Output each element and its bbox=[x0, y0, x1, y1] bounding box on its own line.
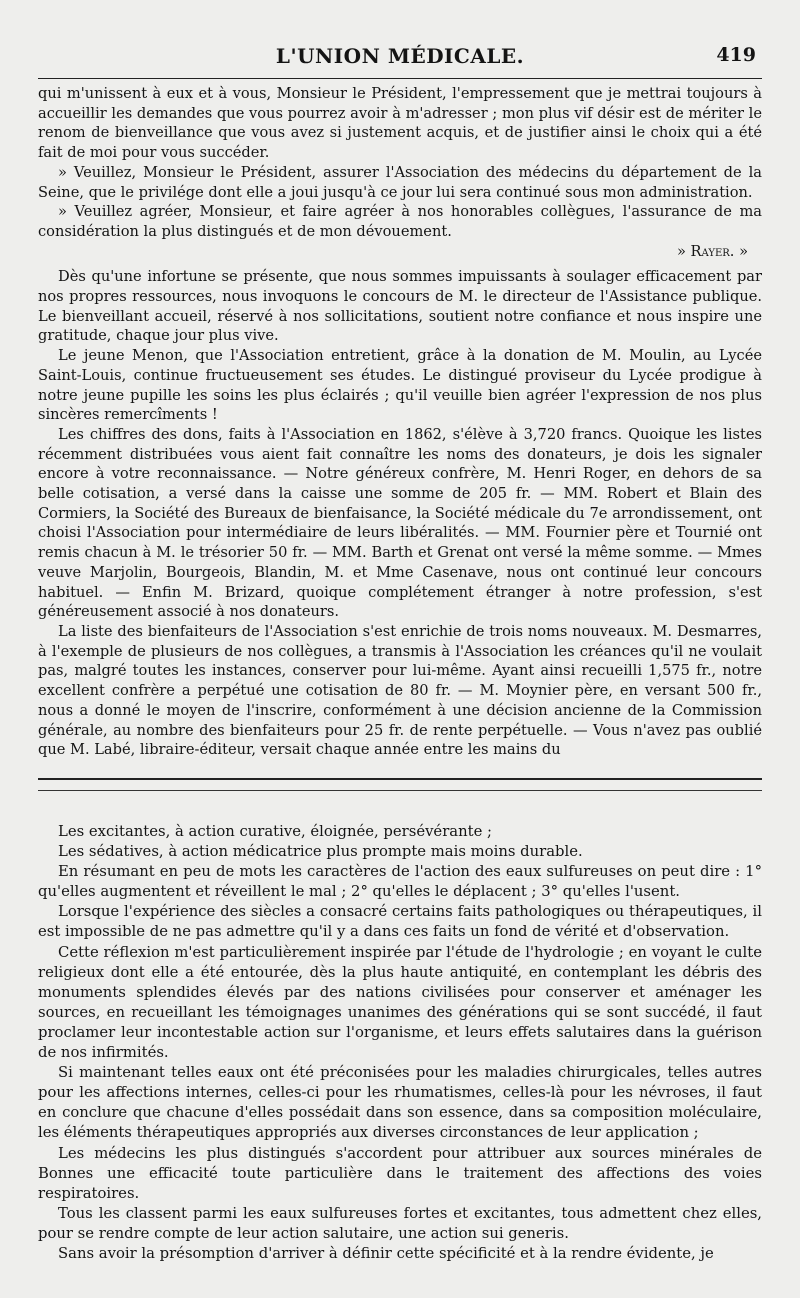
header-rule bbox=[38, 78, 762, 79]
signature: » Rayer. » bbox=[676, 242, 748, 260]
paragraph: Les excitantes, à action curative, éloignée, persévérante ; bbox=[58, 823, 493, 840]
paragraph: Si maintenant telles eaux ont été préconisées pour les maladies chirurgicales, telles autres pour les affections internes, celles-ci pour les rhumatismes, celles-là pour les névroses, il faut en conclure que chacune d'elles possédait dans son essence, dans sa composition moléculaire, les éléments thérapeutiques appropriés aux diverses circonstances de leur application ; bbox=[38, 1064, 762, 1142]
lower-article bbox=[38, 822, 762, 1264]
journal-title: L'UNION MÉDICALE. bbox=[275, 44, 525, 68]
upper-article bbox=[38, 84, 762, 760]
paragraph: » Veuillez, Monsieur le Président, assurer l'Association des médecins du département de la Seine, que le privilége dont elle a joui jusqu'à ce jour lui sera continué sous mon administration. bbox=[38, 163, 762, 201]
paragraph: Les sédatives, à action médicatrice plus prompte mais moins durable. bbox=[58, 843, 583, 861]
page-number: 419 bbox=[716, 44, 756, 66]
paragraph: » Veuillez agréer, Monsieur, et faire agréer à nos honorables collègues, l'assurance de ma considération la plus distingués et de mon dévouement. bbox=[38, 203, 762, 240]
paragraph: La liste des bienfaiteurs de l'Association s'est enrichie de trois noms nouveaux. M. Desmarres, à l'exemple de plusieurs de nos collègues, a transmis à l'Association les créances qu'il ne voulait pas, malgré toutes les instances, conserver pour lui-même. Ayant ainsi recueilli 1,575 fr., notre excellent confrère a perpétué une cotisation de 80 fr. — M. Moynier père, en versant 500 fr., nous a donné le moyen de l'inscrire, conformément à une décision ancienne de la Commission générale, au nombre des bienfaiteurs pour 25 fr. de rente perpétuelle. — Vous n'avez pas oublié que M. Labé, libraire-éditeur, versait chaque année entre les mains du bbox=[38, 622, 762, 759]
feuilleton-separator bbox=[38, 778, 762, 791]
paragraph: Lorsque l'expérience des siècles a consacré certains faits pathologiques ou thérapeutiques, il est impossible de ne pas admettre qu'il y a dans ces faits un fond de vérité et d'observation. bbox=[38, 903, 762, 941]
page-header bbox=[40, 44, 760, 78]
paragraph: Les chiffres des dons, faits à l'Association en 1862, s'élève à 3,720 francs. Quoique les listes récemment distribuées vous aient fait connaître les noms des donateurs, je dois les signaler encore à votre reconnaissance. — Notre généreux confrère, M. Henri Roger, en dehors de sa belle cotisation, a versé dans la caisse une somme de 205 fr. — MM. Robert et Blain des Cormiers, la Société des Bureaux de bienfaisance, la Société médicale du 7e arrondissement, ont choisi l'Association pour intermédiaire de leurs libéralités. — MM. Fournier père et Tournié ont remis chacun à M. le trésorier 50 fr. — MM. Barth et Grenat ont versé la même somme. — Mmes veuve Marjolin, Bourgeois, Blandin, M. et Mme Casenave, nous ont continué leur concours habituel. — Enfin M. Brizard, quoique complétement étranger à notre profession, s'est généreusement associé à nos donateurs. bbox=[38, 425, 762, 621]
paragraph: Dès qu'une infortune se présente, que nous sommes impuissants à soulager efficacement par nos propres ressources, nous invoquons le concours de M. le directeur de l'Assistance publique. Le bienveillant accueil, réservé à nos sollicitations, soutient notre confiance et nous inspire une gratitude, chaque jour plus vive. bbox=[38, 268, 762, 345]
paragraph: Cette réflexion m'est particulièrement inspirée par l'étude de l'hydrologie ; en voyant le culte religieux dont elle a été entourée, dès la plus haute antiquité, en contemplant les débris des monuments splendides élevés par des nations civilisées pour conserver et aménager les sources, en recueillant les témoignages unanimes des générations qui se sont succédé, il faut proclamer leur incontestable action sur l'organisme, et leurs effets salutaires dans la guérison de nos infirmités. bbox=[38, 943, 762, 1062]
paragraph: qui m'unissent à eux et à vous, Monsieur le Président, l'empressement que je mettrai toujours à accueillir les demandes que vous pourrez avoir à m'adresser ; mon plus vif désir est de mériter le renom de bienveillance que vous avez si justement acquis, et de justifier ainsi le choix qui a été fait de moi pour vous succéder. bbox=[38, 85, 762, 162]
paragraph: Le jeune Menon, que l'Association entretient, grâce à la donation de M. Moulin, au Lycée Saint-Louis, continue fructueusement ses études. Le distingué proviseur du Lycée prodigue à notre jeune pupille les soins les plus éclairés ; qu'il veuille bien agréer l'expression de nos plus sincères remercîments ! bbox=[38, 347, 762, 424]
paragraph: Tous les classent parmi les eaux sulfureuses fortes et excitantes, tous admettent chez elles, pour se rendre compte de leur action salutaire, une action sui generis. bbox=[38, 1204, 762, 1242]
paragraph: En résumant en peu de mots les caractères de l'action des eaux sulfureuses on peut dire : 1° qu'elles augmentent et réveillent le mal ; 2° qu'elles le déplacent ; 3° qu'elles l'usent. bbox=[38, 863, 762, 901]
paragraph: Les médecins les plus distingués s'accordent pour attribuer aux sources minérales de Bonnes une efficacité toute particulière dans le traitement des affections des voies respiratoires. bbox=[38, 1144, 762, 1202]
paragraph: Sans avoir la présomption d'arriver à définir cette spécificité et à la rendre évidente, je bbox=[58, 1244, 714, 1262]
